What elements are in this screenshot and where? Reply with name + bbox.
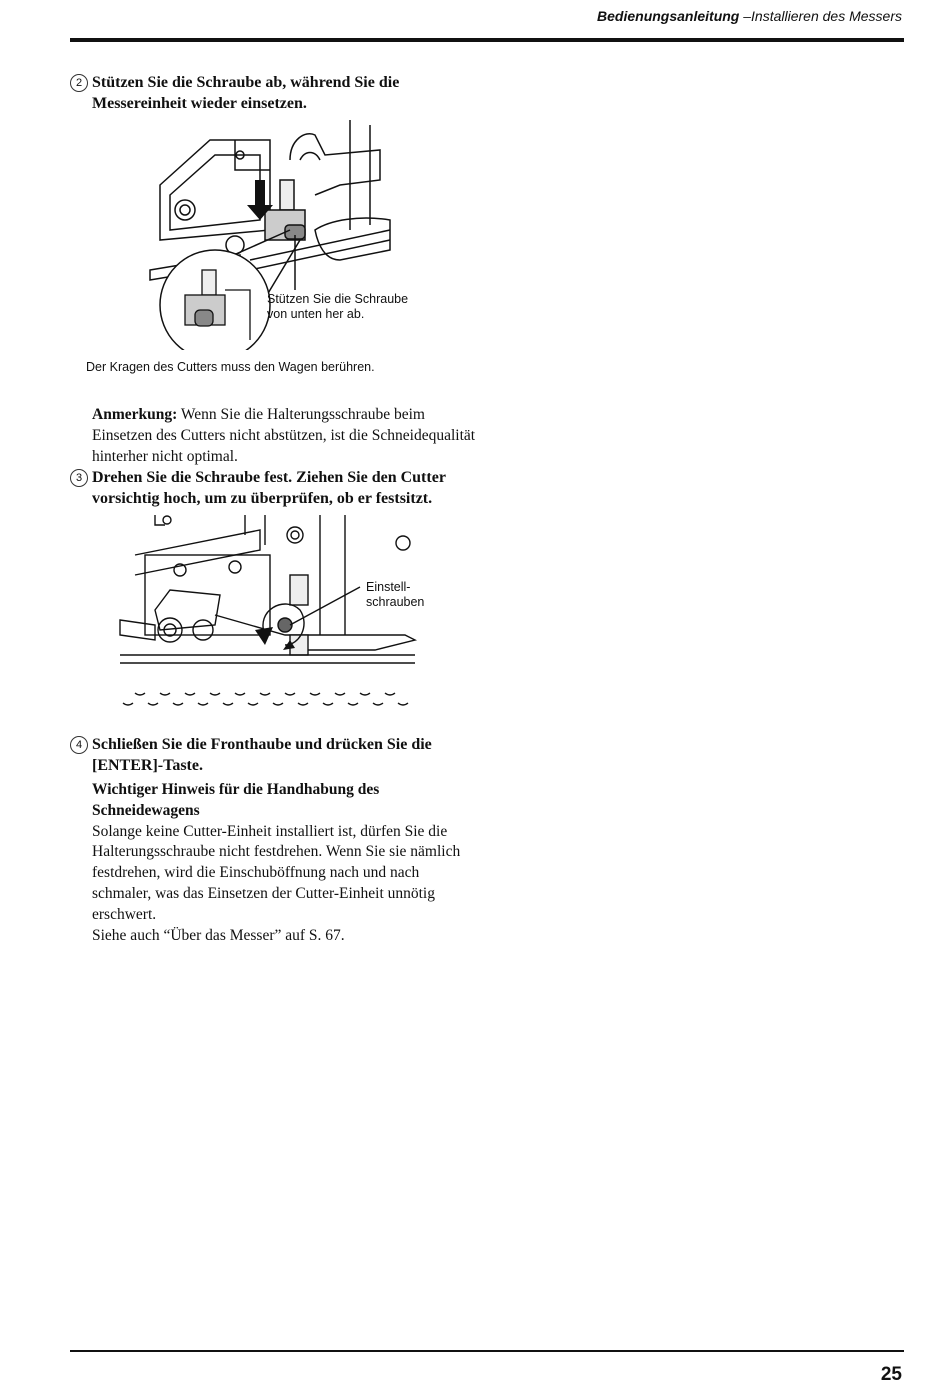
step-4 <box>70 734 490 776</box>
figure1-callout <box>267 292 408 322</box>
footer-rule <box>70 1350 904 1352</box>
important-title: Wichtiger Hinweis für die Handhabung des Schneidewagens <box>92 781 380 819</box>
step-text: Schließen Sie die Fronthaube und drücken Sie die [ENTER]-Taste. <box>92 736 432 774</box>
see-also: Siehe auch “Über das Messer” auf S. 67. <box>92 926 345 944</box>
step-2 <box>70 72 490 114</box>
manual-title: Bedienungsanleitung <box>597 8 740 24</box>
page-number: 25 <box>880 1364 902 1385</box>
note-text: Wenn Sie die Halterungsschraube beim Einsetzen des Cutters nicht abstützen, ist die Schneidequalität hinterher nicht optimal. <box>92 406 476 465</box>
step-number: 2 <box>70 74 88 92</box>
note-label: Anmerkung: <box>92 406 178 423</box>
figure1-caption: Der Kragen des Cutters muss den Wagen berühren. <box>86 360 375 374</box>
header-rule <box>70 38 904 42</box>
callout-line: von unten her ab. <box>267 307 365 321</box>
callout-line: Stützen Sie die Schraube <box>267 292 409 306</box>
note <box>92 405 482 467</box>
step-3 <box>70 467 490 509</box>
step-text: Drehen Sie die Schraube fest. Ziehen Sie den Cutter vorsichtig hoch, um zu überprüfen, ob er festsitzt. <box>92 469 446 507</box>
step-number: 3 <box>70 469 88 487</box>
callout-line: Einstell- <box>366 580 411 594</box>
figure2-callout <box>366 580 424 610</box>
screw-tightening-illustration <box>115 515 420 720</box>
callout-line: schrauben <box>366 595 425 609</box>
section-title: –Installieren des Messers <box>743 8 902 24</box>
important-body: Solange keine Cutter-Einheit installiert ist, dürfen Sie die Halterungsschraube nicht festdrehen. Wenn Sie sie nämlich festdrehen, wird die Einschuböffnung nach und nach schmaler, was das Einsetzen der Cutter-Einheit unnötig erschwert. <box>92 822 461 923</box>
important-note <box>92 780 482 946</box>
step-number: 4 <box>70 736 88 754</box>
running-header <box>597 8 902 24</box>
step-text: Stützen Sie die Schraube ab, während Sie die Messereinheit wieder einsetzen. <box>92 74 400 112</box>
